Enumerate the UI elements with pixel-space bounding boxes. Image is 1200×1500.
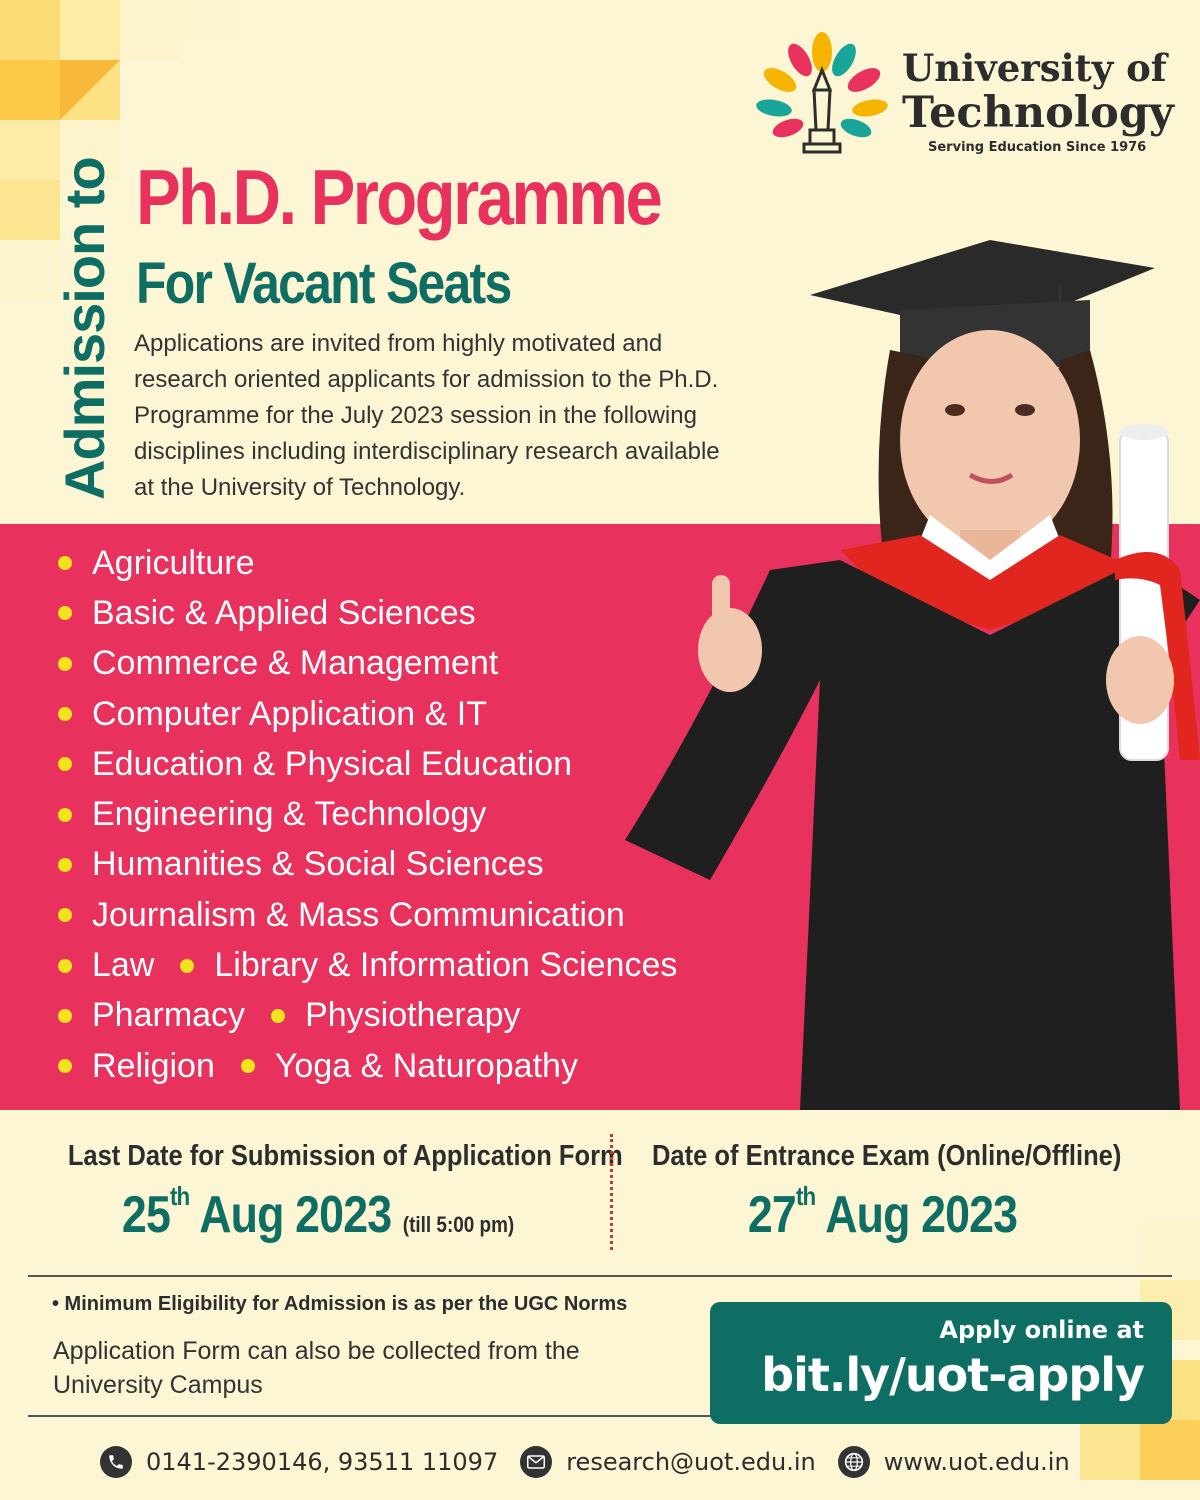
divider-top xyxy=(28,1275,1172,1277)
bullet-icon xyxy=(58,858,72,872)
eligibility-note: • Minimum Eligibility for Admission is as per the UGC Norms xyxy=(52,1293,628,1315)
discipline-label: Yoga & Naturopathy xyxy=(274,1046,578,1085)
website-url[interactable]: www.uot.edu.in xyxy=(883,1448,1070,1476)
discipline-label: Education & Physical Education xyxy=(92,744,573,783)
bullet-icon xyxy=(58,556,72,570)
list-item xyxy=(58,538,758,588)
list-item xyxy=(58,840,758,890)
discipline-label: Agriculture xyxy=(92,543,255,582)
bullet-icon xyxy=(58,808,72,822)
exam-date-label: Date of Entrance Exam (Online/Offline) xyxy=(652,1140,1122,1172)
logo-tagline: Serving Education Since 1976 xyxy=(928,140,1147,155)
discipline-label: Basic & Applied Sciences xyxy=(92,593,476,632)
exam-date-value xyxy=(748,1181,1018,1245)
exam-date-day: 27 xyxy=(748,1186,797,1244)
last-date-rest: Aug 2023 xyxy=(189,1186,392,1244)
phone-icon xyxy=(100,1446,132,1478)
date-divider xyxy=(610,1134,613,1250)
list-item xyxy=(58,739,758,789)
divider-bottom xyxy=(28,1415,718,1417)
apply-online-box[interactable] xyxy=(710,1302,1172,1424)
apply-link[interactable]: bit.ly/uot-apply xyxy=(761,1348,1144,1402)
apply-label: Apply online at xyxy=(939,1316,1144,1344)
bullet-icon xyxy=(58,606,72,620)
discipline-label: Religion xyxy=(92,1046,215,1085)
discipline-label: Humanities & Social Sciences xyxy=(92,845,544,884)
discipline-label: Law xyxy=(92,946,155,985)
bullet-icon xyxy=(58,657,72,671)
discipline-label: Journalism & Mass Communication xyxy=(92,895,625,934)
discipline-label: Library & Information Sciences xyxy=(214,946,678,985)
bullet-icon xyxy=(271,1009,285,1023)
discipline-label: Commerce & Management xyxy=(92,644,499,683)
logo-line-2: Technology xyxy=(902,88,1174,138)
intro-paragraph: Applications are invited from highly motivated and research oriented applicants for admission to the Ph.D. Programme for the July 2023 session in the following disciplines including interdisciplinary research available at the University of Technology. xyxy=(134,330,720,501)
bullet-icon xyxy=(58,1009,72,1023)
list-item xyxy=(58,1041,758,1091)
university-logo xyxy=(752,30,1172,170)
discipline-label: Pharmacy xyxy=(92,996,246,1035)
discipline-label: Engineering & Technology xyxy=(92,795,487,834)
exam-date-block xyxy=(620,1140,1146,1245)
discipline-label: Computer Application & IT xyxy=(92,694,487,733)
bullet-icon xyxy=(58,757,72,771)
globe-icon xyxy=(838,1446,870,1478)
phone-numbers[interactable]: 0141-2390146, 93511 11097 xyxy=(146,1448,499,1476)
last-date-day: 25 xyxy=(121,1186,170,1244)
discipline-label: Physiotherapy xyxy=(305,996,521,1035)
exam-date-suffix: th xyxy=(796,1181,816,1211)
tree-pen-logo-icon xyxy=(752,30,892,170)
bullet-icon xyxy=(58,1059,72,1073)
last-date-label: Last Date for Submission of Application Form xyxy=(67,1140,623,1172)
logo-line-1: University of xyxy=(902,46,1167,90)
contact-bar xyxy=(100,1440,1092,1484)
email-icon xyxy=(520,1446,552,1478)
bullet-icon xyxy=(180,959,194,973)
campus-note: Application Form can also be collected from the University Campus xyxy=(53,1337,580,1399)
bullet-icon xyxy=(58,908,72,922)
list-item xyxy=(58,940,758,990)
last-date-note: (till 5:00 pm) xyxy=(402,1212,515,1237)
list-item xyxy=(58,689,758,739)
page-subtitle: For Vacant Seats xyxy=(136,251,511,316)
email-address[interactable]: research@uot.edu.in xyxy=(566,1448,816,1476)
page-title: Ph.D. Programme xyxy=(136,153,661,241)
last-date-value xyxy=(121,1181,515,1245)
last-date-block xyxy=(30,1140,623,1245)
vertical-admission-text: Admission to xyxy=(53,157,116,500)
last-date-suffix: th xyxy=(169,1181,190,1211)
exam-date-rest: Aug 2023 xyxy=(815,1186,1018,1244)
list-item xyxy=(58,789,758,839)
list-item xyxy=(58,890,758,940)
bullet-icon xyxy=(58,959,72,973)
list-item xyxy=(58,991,758,1041)
bullet-icon xyxy=(58,707,72,721)
disciplines-list xyxy=(58,538,758,1091)
bullet-icon xyxy=(241,1059,255,1073)
list-item xyxy=(58,588,758,638)
list-item xyxy=(58,639,758,689)
